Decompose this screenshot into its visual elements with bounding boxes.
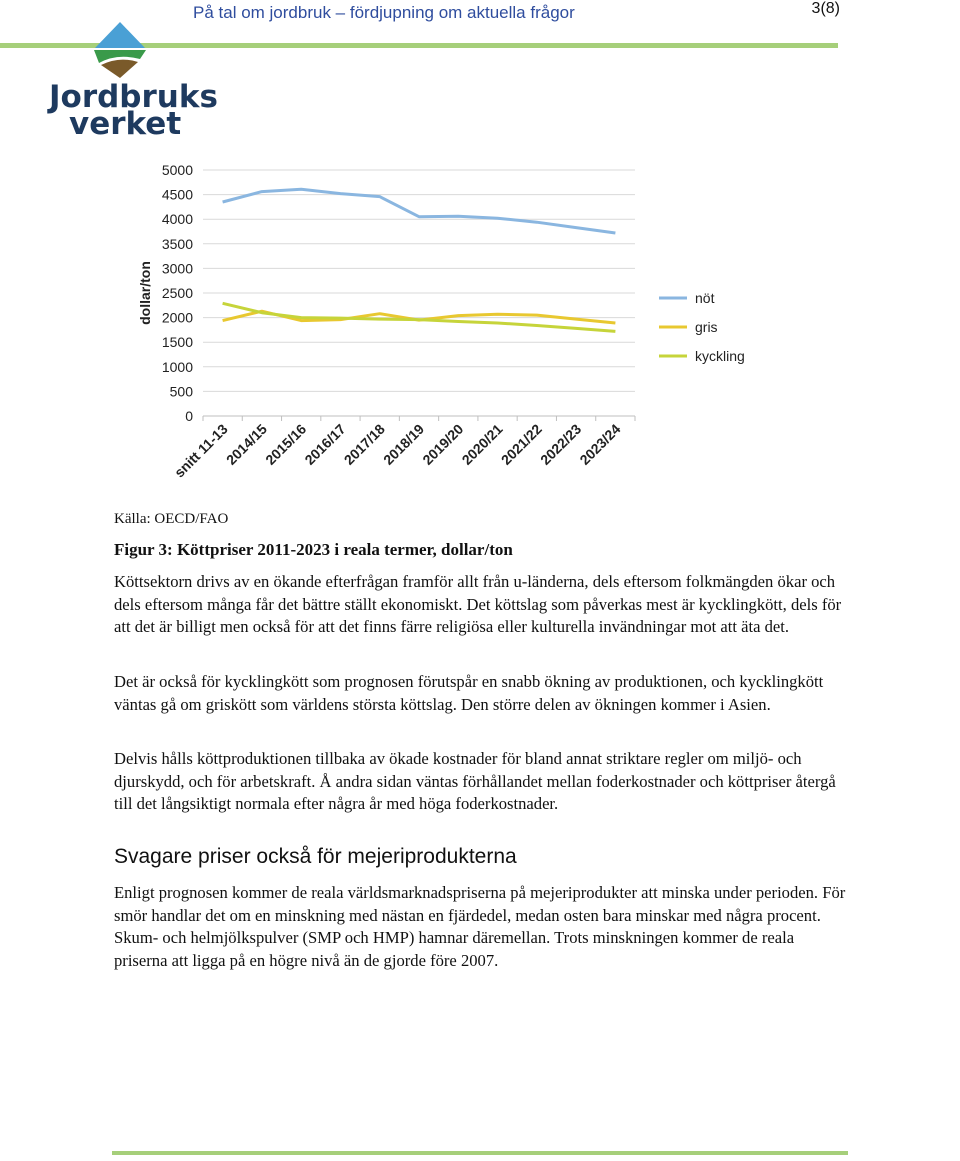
meat-price-chart: [130, 155, 770, 505]
y-tick-label: 2000: [161, 309, 193, 326]
figure-caption: Figur 3: Köttpriser 2011-2023 i reala termer, dollar/ton: [114, 540, 513, 559]
series-line-nöt: [223, 189, 616, 233]
x-tick-label: 2015/16: [262, 420, 310, 468]
logo-text-jordbruks: Jordbruks: [49, 79, 218, 115]
y-tick-label: 3000: [161, 260, 193, 277]
legend-label: nöt: [695, 290, 715, 306]
logo-text-verket: verket: [69, 106, 182, 142]
y-tick-label: 4500: [161, 186, 193, 203]
y-tick-label: 2500: [161, 285, 193, 301]
y-tick-label: 500: [169, 383, 193, 400]
header-title: På tal om jordbruk – fördjupning om aktuella frågor: [193, 3, 575, 22]
paragraph-1: Köttsektorn drivs av en ökande efterfrågan framför allt från u-länderna, dels eftersom folkmängden ökar och dels eftersom många får det bättre ställt ekonomiskt. Det köttslag som påverkas mest är kycklingkött, dels för att det är billigt men också för att det finns färre religiösa eller kulturella invändningar mot att äta det.: [114, 572, 842, 637]
chart-source: Källa: OECD/FAO: [114, 511, 229, 527]
section-heading: Svagare priser också för mejeriprodukterna: [114, 845, 517, 868]
section-paragraph: Enligt prognosen kommer de reala världsmarknadspriserna på mejeriprodukter att minska under perioden. För smör handlar det om en minskning med nästan en fjärdedel, medan osten bara minskar med några procent. Skum- och helmjölkspulver (SMP och HMP) hamnar däremellan. Trots minskningen kommer de reala priserna att ligga på en högre nivå än de gjorde före 2007.: [114, 883, 846, 970]
page-number: 3(8): [811, 0, 840, 17]
jordbruksverket-logo: [45, 22, 218, 145]
x-tick-label: 2014/15: [222, 420, 271, 468]
legend-label: gris: [695, 319, 718, 335]
paragraph-2: Det är också för kycklingkött som prognosen förutspår en snabb ökning av produktionen, och kycklingkött väntas gå om griskött som världens största köttslag. Den större delen av ökningen kommer i Asien.: [114, 672, 824, 714]
x-tick-label: 2018/19: [380, 420, 428, 468]
paragraph-3: Delvis hålls köttproduktionen tillbaka av ökade kostnader för bland annat striktare regler om miljö- och djurskydd, och för arbetskraft. Å andra sidan väntas förhållandet mellan foderkostnader och köttpriser återgå till det långsiktigt normala efter några år med höga foderkostnader.: [114, 749, 836, 814]
x-tick-label: 2023/24: [576, 420, 624, 468]
y-tick-label: 1500: [161, 334, 193, 351]
logo-emblem-icon: [94, 22, 146, 78]
x-tick-label: 2019/20: [419, 420, 467, 468]
x-tick-label: 2020/21: [458, 420, 506, 468]
y-tick-label: 4000: [161, 211, 193, 228]
y-axis-label: dollar/ton: [137, 261, 153, 325]
legend-label: kyckling: [695, 348, 745, 364]
y-tick-label: 3500: [161, 235, 193, 252]
y-tick-label: 1000: [161, 358, 193, 375]
x-tick-label: 2016/17: [301, 420, 349, 468]
x-tick-label: 2022/23: [537, 420, 585, 468]
x-tick-label: 2017/18: [340, 420, 388, 468]
chart-svg: [130, 155, 770, 500]
x-tick-label: 2021/22: [497, 420, 545, 468]
y-tick-label: 5000: [161, 162, 193, 178]
x-tick-label: snitt 11-13: [171, 420, 231, 481]
y-tick-label: 0: [185, 408, 193, 424]
footer-rule: [112, 1151, 848, 1155]
